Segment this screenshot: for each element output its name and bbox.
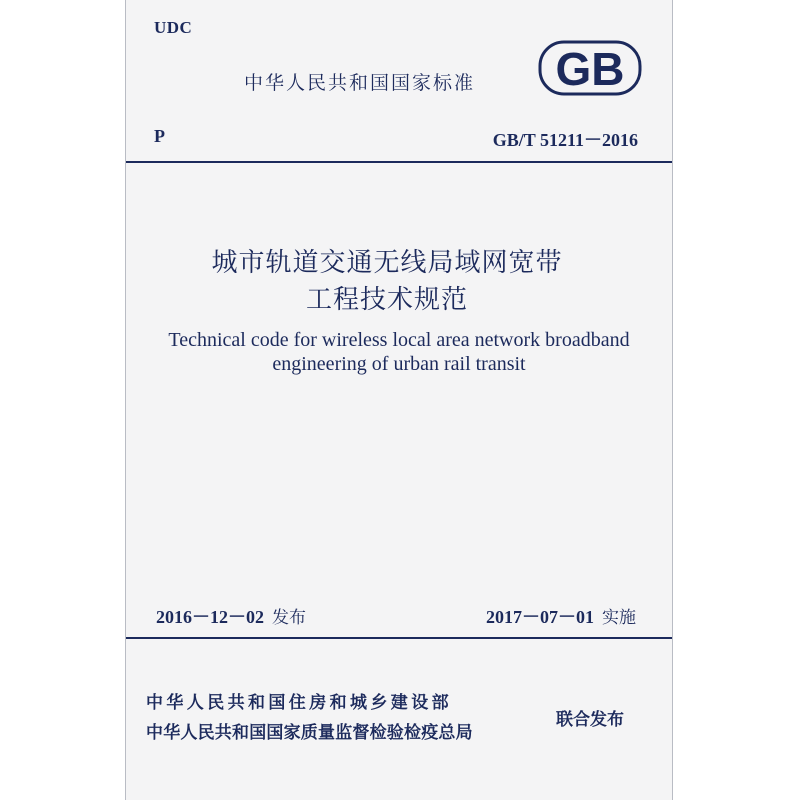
implement-date-block (486, 603, 636, 629)
gb-logo-text: GB (555, 43, 625, 95)
publisher-line1: 中华人民共和国住房和城乡建设部 (146, 693, 452, 713)
standard-type-title: 中华人民共和国国家标准 (244, 72, 476, 94)
bottom-divider (126, 637, 672, 639)
standard-cover (125, 0, 673, 800)
standard-number: GB/T 51211－2016 (492, 130, 638, 150)
udc-label: UDC (154, 18, 193, 37)
issue-label: 发布 (272, 608, 306, 628)
title-chinese-line1: 城市轨道交通无线局域网宽带 (211, 248, 563, 278)
implement-date: 2017－07－01 (486, 607, 594, 627)
title-chinese-line2: 工程技术规范 (305, 285, 468, 315)
issue-date-block (156, 603, 306, 629)
issue-date: 2016－12－02 (156, 607, 264, 627)
gb-logo (538, 40, 642, 96)
joint-publish-label: 联合发布 (556, 710, 624, 730)
publisher-line2: 中华人民共和国国家质量监督检验检疫总局 (146, 723, 473, 743)
title-english-line1: Technical code for wireless local area network broadband (168, 329, 630, 351)
top-divider (126, 161, 672, 163)
implement-label: 实施 (602, 608, 636, 628)
category-code: P (154, 126, 165, 146)
title-english-line2: engineering of urban rail transit (272, 353, 526, 375)
